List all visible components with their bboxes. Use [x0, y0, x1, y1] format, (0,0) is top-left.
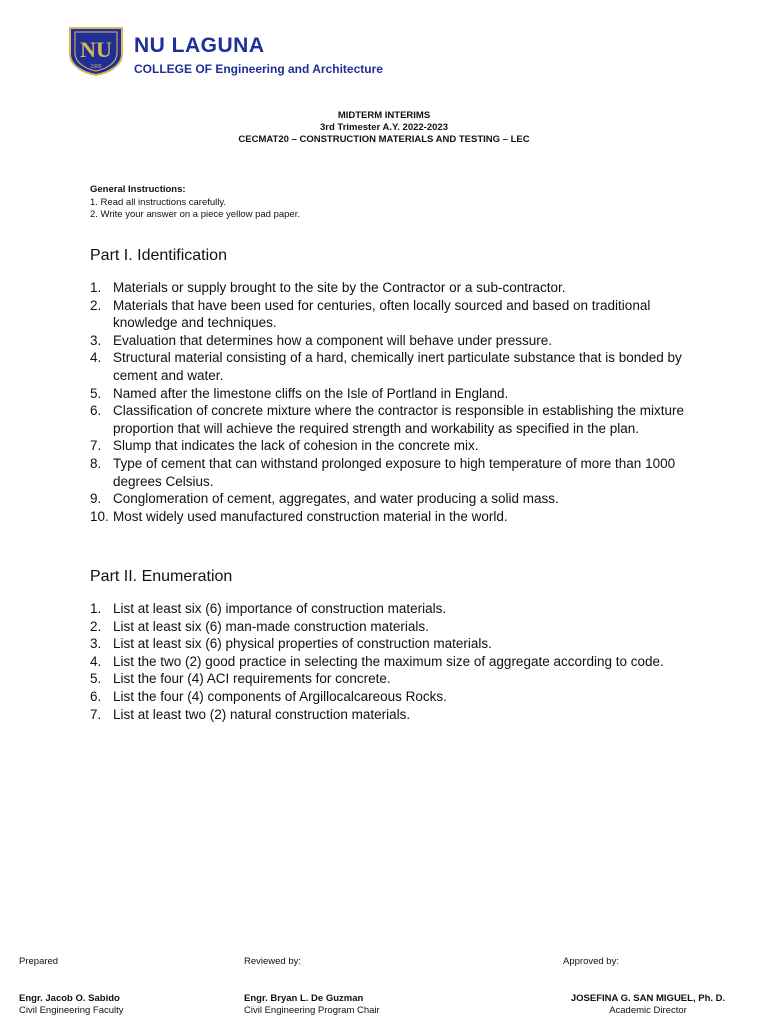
signatory-name: JOSEFINA G. SAN MIGUEL, Ph. D.: [570, 993, 726, 1004]
question-number: 5.: [90, 385, 102, 401]
question-number: 6.: [90, 403, 102, 419]
approved-label: Approved by:: [563, 956, 619, 967]
signatory-name: Engr. Bryan L. De Guzman: [244, 993, 364, 1004]
part2-question-list: [90, 600, 690, 723]
question-item: [90, 618, 690, 636]
question-number: 7.: [90, 438, 102, 454]
question-number: 8.: [90, 455, 102, 471]
university-seal-logo: [64, 24, 128, 76]
question-number: 2.: [90, 297, 102, 313]
question-item: [90, 437, 690, 455]
question-number: 2.: [90, 618, 102, 634]
question-item: [90, 600, 690, 618]
prepared-signatory: [19, 993, 124, 1017]
question-number: 3.: [90, 636, 102, 652]
question-text: Named after the limestone cliffs on the Isle of Portland in England.: [113, 385, 509, 401]
prepared-label: Prepared: [19, 956, 59, 967]
question-number: 1.: [90, 280, 102, 295]
question-item: [90, 297, 690, 332]
question-text: Structural material consisting of a hard, chemically inert particulate substance that is bonded by cement and water.: [113, 350, 682, 383]
approved-signatory: [563, 993, 733, 1017]
part2-title: Part II. Enumeration: [90, 568, 233, 585]
question-item: [90, 349, 690, 384]
question-number: 5.: [90, 671, 102, 687]
question-item: [90, 385, 690, 403]
question-text: List the two (2) good practice in selecting the maximum size of aggregate according to code.: [113, 653, 664, 669]
question-item: [90, 279, 690, 297]
part1-title: Part I. Identification: [90, 247, 227, 264]
question-text: Materials or supply brought to the site by the Contractor or a sub-contractor.: [113, 280, 566, 295]
question-item: [90, 508, 690, 526]
question-text: List at least six (6) importance of construction materials.: [113, 601, 447, 616]
signatory-name: Engr. Jacob O. Sabido: [19, 993, 120, 1004]
reviewed-signatory: [244, 993, 380, 1017]
question-text: List at least two (2) natural construction materials.: [113, 706, 411, 722]
question-item: [90, 455, 690, 490]
instructions-heading: General Instructions:: [90, 184, 186, 195]
question-item: [90, 402, 690, 437]
question-text: List the four (4) components of Argillocalcareous Rocks.: [113, 688, 447, 704]
question-item: [90, 635, 690, 653]
question-text: List at least six (6) physical properties of construction materials.: [113, 636, 492, 652]
question-number: 9.: [90, 491, 102, 507]
general-instructions: [90, 184, 300, 222]
question-text: Slump that indicates the lack of cohesion in the concrete mix.: [113, 438, 479, 454]
course-title: CECMAT20 – CONSTRUCTION MATERIALS AND TESTING – LEC: [238, 134, 530, 145]
signatory-role: Civil Engineering Program Chair: [244, 1005, 380, 1016]
question-text: List at least six (6) man-made construction materials.: [113, 618, 429, 634]
question-text: Most widely used manufactured construction material in the world.: [113, 508, 508, 524]
question-number: 4.: [90, 653, 102, 669]
exam-term: 3rd Trimester A.Y. 2022-2023: [320, 122, 448, 133]
question-number: 10.: [90, 508, 109, 524]
instruction-item: 1. Read all instructions carefully.: [90, 196, 227, 208]
question-text: Conglomeration of cement, aggregates, and water producing a solid mass.: [113, 491, 559, 507]
question-text: Evaluation that determines how a component will behave under pressure.: [113, 332, 553, 348]
question-text: List the four (4) ACI requirements for concrete.: [113, 671, 391, 687]
question-number: 1.: [90, 601, 102, 616]
brand-subtitle: COLLEGE OF Engineering and Architecture: [134, 62, 383, 76]
question-item: [90, 670, 690, 688]
question-item: [90, 706, 690, 724]
question-number: 6.: [90, 688, 102, 704]
seal-letters: NU: [80, 37, 112, 62]
question-item: [90, 332, 690, 350]
question-text: Classification of concrete mixture where the contractor is responsible in establishing the mixture proportion that will achieve the required strength and workability as specified in the plan.: [113, 403, 685, 436]
exam-title: MIDTERM INTERIMS: [337, 110, 431, 121]
signatory-role: Civil Engineering Faculty: [19, 1005, 124, 1016]
question-text: Materials that have been used for centuries, often locally sourced and based on traditional knowledge and techniques.: [113, 297, 651, 331]
part1-question-list: [90, 279, 690, 525]
exam-title-block: [0, 110, 768, 146]
question-number: 4.: [90, 350, 102, 366]
brand-name: NU LAGUNA: [134, 34, 265, 57]
question-number: 7.: [90, 706, 102, 722]
question-item: [90, 490, 690, 508]
signatory-role: Academic Director: [609, 1005, 687, 1016]
question-text: Type of cement that can withstand prolonged exposure to high temperature of more than 1000 degrees Celsius.: [113, 455, 676, 489]
question-item: [90, 653, 690, 671]
question-number: 3.: [90, 332, 102, 348]
instruction-item: 2. Write your answer on a piece yellow pad paper.: [90, 209, 300, 220]
question-item: [90, 688, 690, 706]
reviewed-label: Reviewed by:: [244, 956, 302, 967]
seal-year: 1900: [90, 64, 102, 70]
